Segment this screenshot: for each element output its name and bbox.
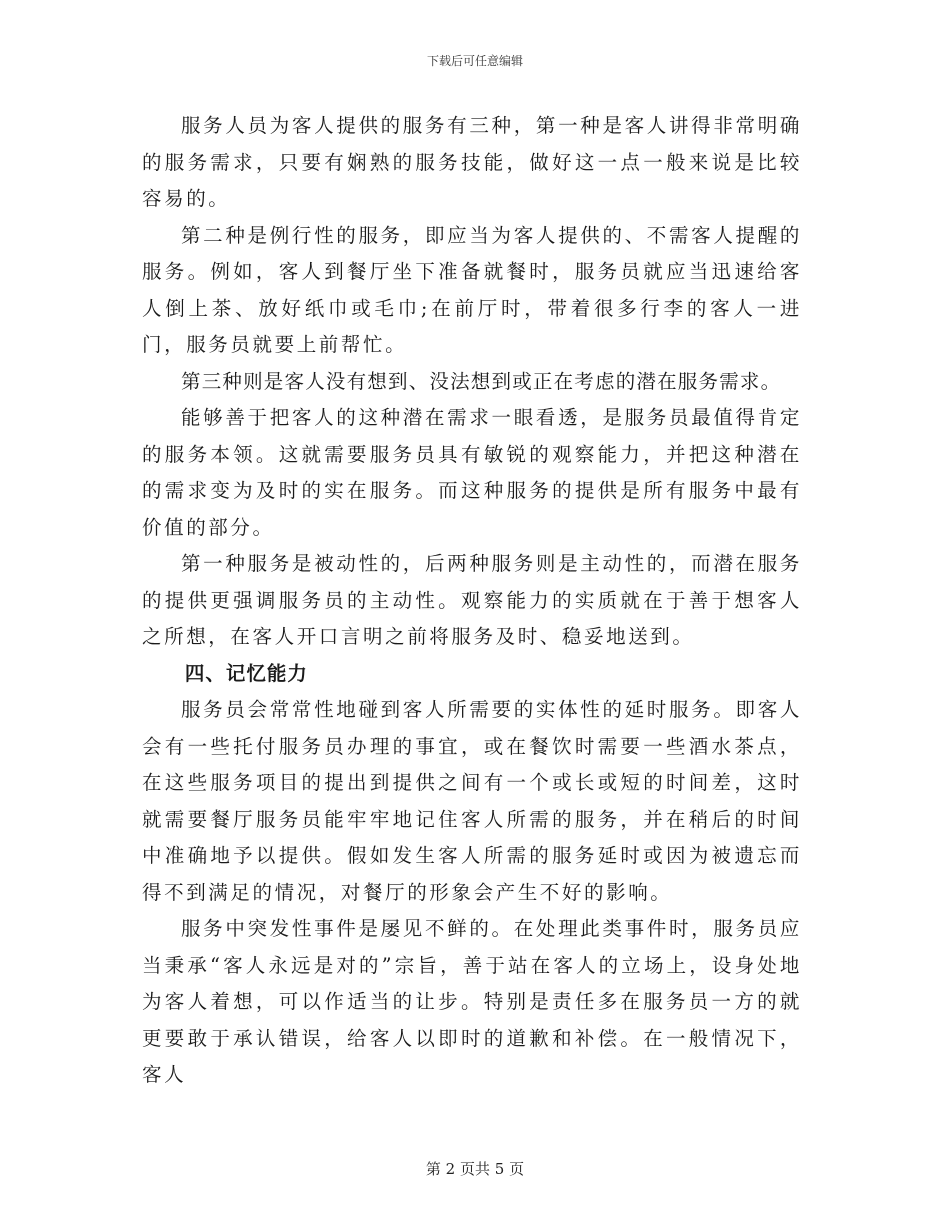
page-footer: 第 2 页共 5 页 — [425, 1160, 525, 1178]
paragraph: 能够善于把客人的这种潜在需求一眼看透，是服务员最值得肯定的服务本领。这就需要服务员具有敏锐的观察能力，并把这种潜在的需求变为及时的实在服务。而这种服务的提供是所有服务中最有价值的部分。 — [142, 406, 802, 539]
paragraph: 服务人员为客人提供的服务有三种，第一种是客人讲得非常明确的服务需求，只要有娴熟的服务技能，做好这一点一般来说是比较容易的。 — [142, 114, 802, 210]
paragraph: 服务中突发性事件是屡见不鲜的。在处理此类事件时，服务员应当秉承“客人永远是对的”宗旨，善于站在客人的立场上，设身处地为客人着想，可以作适当的让步。特别是责任多在服务员一方的就更要敢于承认错误，给客人以即时的道歉和补偿。在一般情况下，客人 — [142, 917, 802, 1086]
section-heading: 四、记忆能力 — [184, 661, 308, 685]
page-header: 下载后可任意编辑 — [426, 54, 523, 68]
paragraph: 第三种则是客人没有想到、没法想到或正在考虑的潜在服务需求。 — [181, 369, 782, 393]
paragraph: 第二种是例行性的服务，即应当为客人提供的、不需客人提醒的服务。例如，客人到餐厅坐下准备就餐时，服务员就应当迅速给客人倒上茶、放好纸巾或毛巾;在前厅时，带着很多行李的客人一进门，服务员就要上前帮忙。 — [142, 223, 802, 356]
document-body — [142, 108, 802, 1094]
paragraph: 第一种服务是被动性的，后两种服务则是主动性的，而潜在服务的提供更强调服务员的主动性。观察能力的实质就在于善于想客人之所想，在客人开口言明之前将服务及时、稳妥地送到。 — [142, 552, 802, 648]
paragraph: 服务员会常常性地碰到客人所需要的实体性的延时服务。即客人会有一些托付服务员办理的事宜，或在餐饮时需要一些酒水茶点，在这些服务项目的提出到提供之间有一个或长或短的时间差，这时就需要餐厅服务员能牢牢地记住客人所需的服务，并在稍后的时间中准确地予以提供。假如发生客人所需的服务延时或因为被遗忘而得不到满足的情况，对餐厅的形象会产生不好的影响。 — [142, 698, 802, 904]
